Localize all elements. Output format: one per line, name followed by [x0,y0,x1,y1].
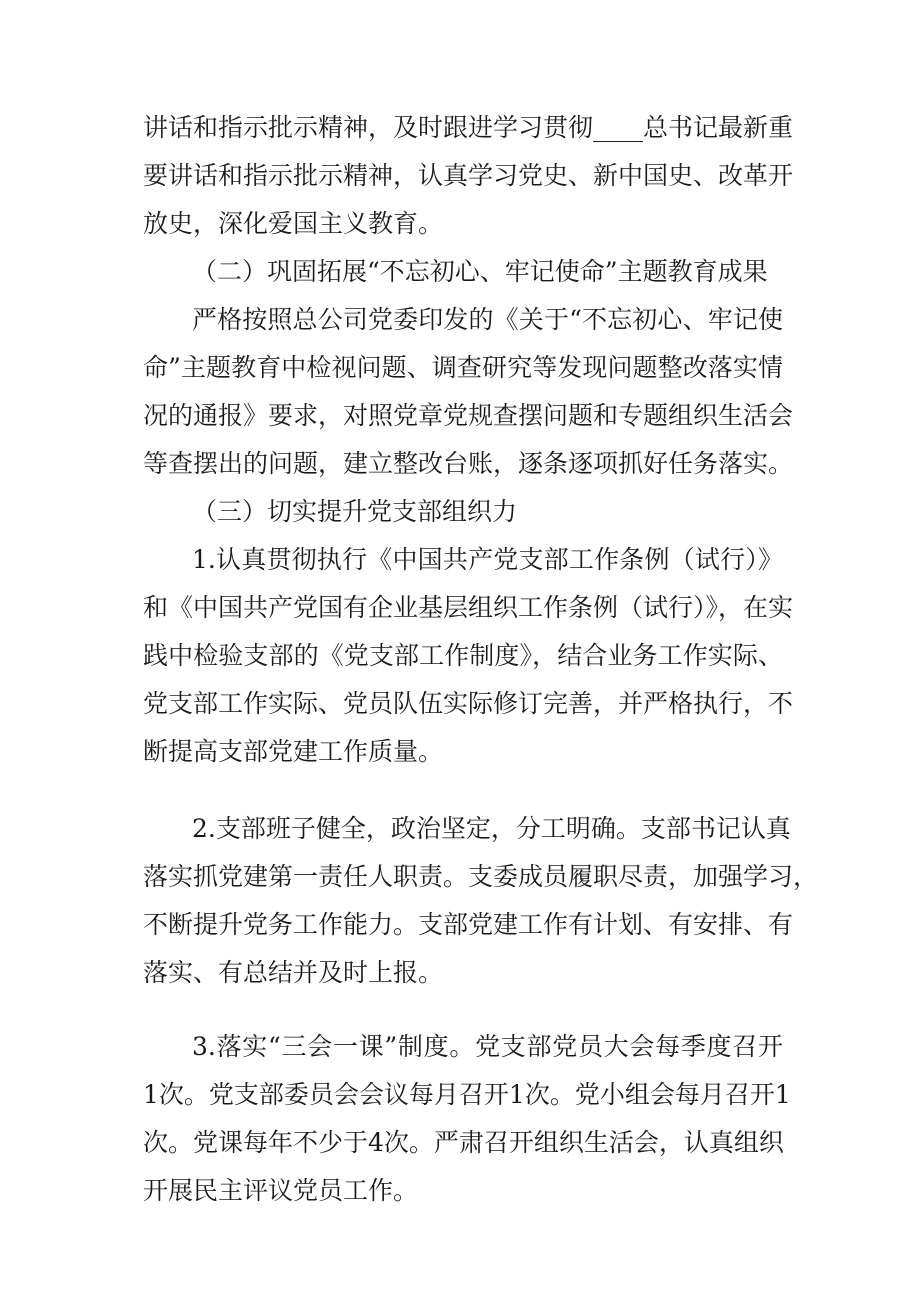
text-line: 落实抓党建第一责任人职责。支委成员履职尽责，加强学习， [143,862,819,891]
text-line: 命”主题教育中检视问题、调查研究等发现问题整改落实情 [143,353,783,382]
text-line: 开展民主评议党员工作。 [143,1176,419,1205]
text-line: 况的通报》要求，对照党章党规查摆问题和专题组织生活会 [143,401,794,430]
text-line: 落实、有总结并及时上报。 [143,958,444,987]
text-line: 放史，深化爱国主义教育。 [143,209,444,238]
text-line: 践中检验支部的《党支部工作制度》，结合业务工作实际、 [143,641,783,670]
section-heading: （三）切实提升党支部组织力 [192,497,518,526]
text-line: 党支部工作实际、党员队伍实际修订完善，并严格执行，不 [143,689,794,718]
text-line: 严格按照总公司党委印发的《关于“不忘初心、牢记使 [192,305,783,334]
text-line: 等查摆出的问题，建立整改台账，逐条逐项抓好任务落实。 [143,449,794,478]
text-line: 要讲话和指示批示精神，认真学习党史、新中国史、改革开 [143,161,794,190]
text-line: 断提高支部党建工作质量。 [143,737,444,766]
text-line: 不断提升党务工作能力。支部党建工作有计划、有安排、有 [143,910,794,939]
text-line: 1.认真贯彻执行《中国共产党支部工作条例（试行）》 [192,545,783,574]
section-heading: （二）巩固拓展“不忘初心、牢记使命”主题教育成果 [192,257,768,286]
text-line: 和《中国共产党国有企业基层组织工作条例（试行）》，在实 [143,593,794,622]
text-line: 1次。党支部委员会会议每月召开1次。党小组会每月召开1 [143,1080,791,1109]
text-line: 次。党课每年不少于4次。严肃召开组织生活会，认真组织 [143,1128,784,1157]
text-line: 讲话和指示批示精神，及时跟进学习贯彻____总书记最新重 [143,113,794,142]
text-line: 3.落实“三会一课”制度。党支部党员大会每季度召开 [192,1032,783,1061]
text-line: 2.支部班子健全，政治坚定，分工明确。支部书记认真 [192,814,791,843]
